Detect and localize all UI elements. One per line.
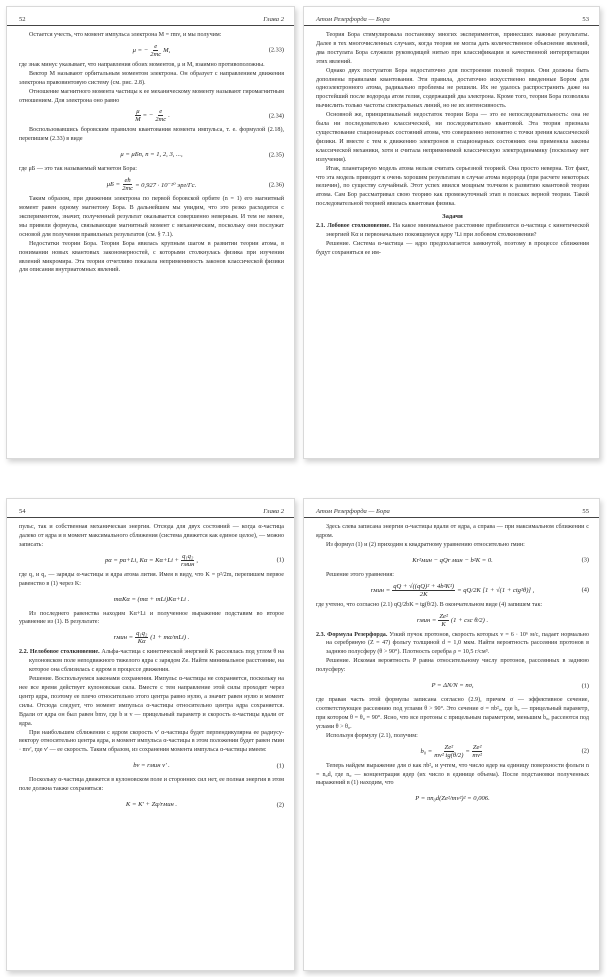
paragraph: Из последнего равенства находим Kα+Li и полученное выражение подставим во второе уравнение из (1). В результате: [19,610,284,626]
paragraph: где знак минус указывает, что направления обоих моментов, μ и M, взаимно противоположны. [19,61,265,68]
paragraph: где μБ — это так называемый магнетон Бора: [19,166,137,173]
paragraph: Теория Бора стимулировала постановку многих экспериментов, принесших важные результаты. Далее в тех многочисленных случаях, когда теория не могла дать количественное объяснение явлений, два постулата Бора служили руководящей нитью при классификации и качественной интерпретации этих явлений. [316,32,589,65]
equation: P = πn₀d(Ze²/mv²)² = 0,006. [415,795,490,803]
problem-2-1: 2.1. Лобовое столкновение. На какое минимальное расстояние приблизится α-частица с кинетической энергией Kα и первоначально покоящемуся ядру ⁷Li при лобовом столкновении? [316,223,589,239]
equation-2: K = K' + Zq/rмин . (2) [125,801,284,809]
paragraph: Здесь слева записана энергия α-частицы вдали от ядра, а справа — при максимальном сближении с ядром. [316,524,589,539]
equation-1: bv = rмин v' . (1) [133,762,284,770]
equation-2-36: μБ = $\frac{eħ}{2mc}$ = 0,927 · 10⁻²⁰ эрг/Гс. (2.36) [106,177,284,193]
chapter-title: Атом Резерфорда — Бора [316,16,390,23]
paragraph: Вектор M называют орбитальным моментом электрона. Он образует с направлением движения электрона правовинтовую систему (см. рис. 2.8). [19,70,284,86]
paragraph: Решение. Система α-частица — ядро предполагается замкнутой, поэтому в процессе сближения будут сохраняться ее им- [316,240,589,256]
paragraph: Итак, планетарную модель атома нельзя считать серьезной теорией. Она просто неверна. Тот факт, что эта модель приводит к очень хорошим результатам в случае атома водорода (при расчете некоторых величин), по существу случайный. Этот успех явился мощным толчком к развитию квантовой теории атома. Сам Бор рассматривал свою теорию как промежуточный этап в поисках верной теории. Такой последовательной теорией явилась квантовая физика. [316,165,589,208]
equation: mαKα = (mα + mLi)Kα+Li . [113,595,190,603]
page-header [304,7,599,26]
equation-2-33: μ = − $\frac{e}{2mc}$ M, (2.33) [132,42,284,58]
paragraph: где правая часть этой формулы записана согласно (2.9), причем σ — эффективное сечение, соответствующее рассеянию под углами θ > 90°. Это сечение σ = πb²₀, где b₀ — прицельный параметр, при котором θ = θ₀ = 90°. Ясно, что все протоны с прицельным параметром, меньшим b₀, рассеются под углами θ > θ₀. [316,697,589,730]
problem-2-3: 2.3. Формула Резерфорда. Узкий пучок протонов, скорость которых v = 6 · 10⁶ м/с, падает нормально на серебряную (Z = 47) фольгу толщиной d = 1,0 мкм. Найти вероятность рассеяния протонов в заднюю полусферу (θ > 90°). Плотность серебра ρ = 10,5 г/см³. [316,631,589,656]
paragraph: Воспользовавшись боровским правилом квантования момента импульса, т. е. формулой (2.18), перепишем (2.33) в виде [19,127,284,143]
problem-2-2: 2.2. Нелобовое столкновение. Альфа-частица с кинетической энергией K рассеялась под углом θ на кулоновском поле неподвижного тяжелого ядра с зарядом Ze. Найти минимальное расстояние, на которое она сблизилась с ядром в процессе движения. [19,649,284,674]
paragraph: где учтено, что согласно (2.1) qQ/2bK = tg(θ/2). В окончательном виде (4) запишем так: [316,601,543,608]
page-number: 52 [19,16,26,23]
page-52 [6,6,295,459]
equation-2: b₀ = $\frac{\text{Ze²}}{\text{mv² tg(θ/2)}}$ = $\frac{\text{Ze²}}{\text{mv²}}$ (2) [420,743,589,759]
equation-2-34: $\frac{\mu}{M}$ = − $\frac{e}{2mc}$ . (2.34) [135,108,284,124]
equation-1: pα = pα+Li, Kα = Kα+Li + $\frac{\text{q₁q₂}}{\text{rмин}}$ , (1) [104,552,284,568]
paragraph: Решение. Искомая вероятность P равна относительному числу протонов, рассеянных в заднюю полусферу: [316,658,589,674]
paragraph: Таким образом, при движении электрона по первой боровской орбите (n = 1) его магнитный момент равен одному магнетону Бора. В дальнейшем мы увидим, что это резко расходится с экспериментом, значит, полученный результат оказывается совершенно неверным. И тем не менее, мы привели формулы, связывающие магнитный момент с механическим, поскольку они послужат основой для получения правильных результатов (см. § 7.1). [19,196,284,238]
paragraph: Решение этого уравнения: [326,571,394,578]
equation: rмин = $\frac{\text{Ze²}}{K}$ (1 + csc θ/2) . [416,612,489,628]
page-number: 55 [582,508,589,515]
paragraph: Основной же, принципиальный недостаток теории Бора — это ее непоследовательность: она не была ни последовательно классической, ни последовательно квантовой. Эта теория признала существование стационарных состояний атома, что совершенно непонятно с точки зрения классической физики. И вместе с тем к движению электронов в стационарных состояниях она применяла законы классической механики, хотя и считала неприменимой классическую электродинамику (поскольку нет излучения). [316,112,589,163]
paragraph: Однако двух постулатов Бора недостаточно для построения полной теории. Они должны быть дополнены правилами квантования. Эти правила, достаточно искусственно введенные Бором для одноэлектронного атома, радикально проблемы не решили. Их не удалось распространить даже на простейший после водорода атом гелия, содержащий два электрона. Кроме того, теория Бора позволяла вычислить только частоты спектральных линий, но не их интенсивность. [316,67,589,110]
page-header [7,7,294,26]
paragraph: Недостатки теории Бора. Теория Бора явилась крупным шагом в развитии теории атома, в понимании новых квантовых закономерностей, с которыми столкнулась физика при изучении явлений микромира. Эта теория отчетливо показала неприменимость законов классической физики для описания внутриатомных явлений. [19,240,284,274]
section-heading: Задачи [442,213,463,221]
equation: rмин = $\frac{\text{q₁q₂}}{K\alpha}$ (1 + mα/mLi) . [113,630,190,646]
paragraph: пульс, так и собственная механическая энергия. Отсюда для двух состояний — когда α-частица далеко от ядра и в момент максимального сближения (система движется как единое целое), — можно записать: [19,524,284,548]
paragraph: При наибольшем сближении с ядром скорость v' α-частицы будет перпендикулярна ее радиусу-вектору относительно центра ядра, и момент импульса α-частицы в этом положении будет равен rмин · mv', где v' — ее скорость. Таким образом, из сохранения момента импульса α-частицы имеем: [19,729,284,754]
paragraph: Поскольку α-частица движется в кулоновском поле и сторонних сил нет, ее полная энергия в этом поле должна также сохраняться: [19,777,284,793]
page-54 [6,498,295,971]
chapter-title: Глава 2 [263,508,284,515]
equation-3: Kr²мин − qQr мин − b²K = 0. (3) [412,556,589,564]
page-55 [303,498,600,971]
paragraph: Решение. Воспользуемся законами сохранения. Импульс α-частицы не сохраняется, поскольку на нее все время действует кулоновская сила. Вместе с тем направление этой силы проходит через центр ядра, поэтому ее плечо относительно этого центра равно нулю, а значит равен нулю и момент силы. Отсюда следует, что момент импульса α-частицы относительно центра ядра сохраняется. Вдали от ядра он был равен bmv, где b и v — прицельный параметр и скорость α-частицы вдали от ядра. [19,676,284,727]
chapter-title: Атом Резерфорда — Бора [316,508,390,515]
paragraph: Остается учесть, что момент импульса электрона M = rmv, и мы получим: [29,32,222,38]
paragraph: где q₁ и q₂ — заряды α-частицы и ядра атома лития. Имея в виду, что K = p²/2m, перепишем первое равенство в (1) через K: [19,571,284,587]
page-header [304,499,599,518]
paragraph: Отношение магнитного момента частицы к ее механическому моменту называют гиромагнитным отношением. Для электрона оно равно [19,88,284,104]
paragraph: Теперь найдем выражение для σ как πb²₀ и учтем, что число ядер на единицу поверхности фольги n = n₀d, где n₀ — концентрация ядер (их число в единице объема). После подстановки полученных выражений в (1) находим, что [316,762,589,787]
page-number: 54 [19,508,26,515]
equation-1: P = ΔN/N = nσ, (1) [431,682,589,690]
page-53 [303,6,600,459]
page-number: 53 [582,16,589,23]
paragraph: Из формул (1) и (2) приходим к квадратному уравнению относительно rмин: [326,541,525,548]
paragraph: Используя формулу (2.1), получим: [326,732,418,739]
equation-2-35: μ = μБn, n = 1, 2, 3, ..., (2.35) [120,151,284,159]
chapter-title: Глава 2 [263,16,284,23]
equation-4: rмин = $\frac{\text{qQ + √((qQ)² + 4b²K²)}}{2K}$ = qQ/2K [1 + √(1 + ctg²θ)] , (4) [370,582,589,598]
page-header [7,499,294,518]
